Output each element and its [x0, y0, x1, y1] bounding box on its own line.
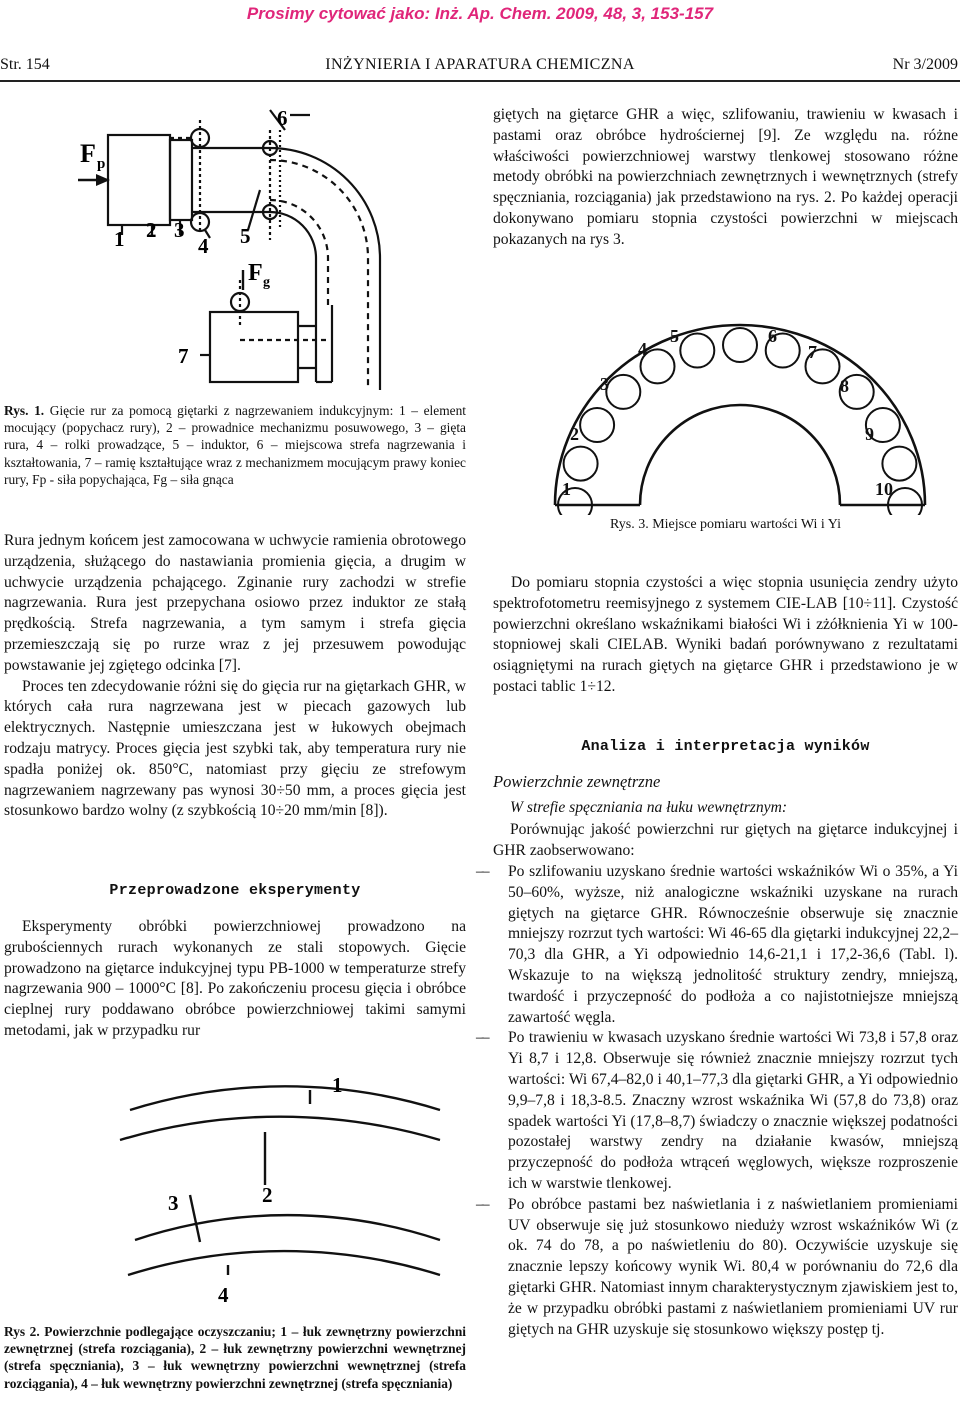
measurement-point — [564, 447, 598, 481]
svg-text:p: p — [97, 156, 106, 172]
label-7: 7 — [178, 344, 189, 368]
pipe-outer-wall — [270, 148, 380, 390]
right-column-top-paragraph: giętych na giętarce GHR a więc, szlifowaniu, trawieniu w kwasach i pastami oraz obróbce hydrościernej [9]. Ze względu na. różne właściwości powierzchniowej warstwy tlenkowej stosowano różne metody obróbki na powierzchniach zewnętrznych i wewnętrznych (strefy spęczniania, rozciągania) jak przedstawiono na rys. 2. Po każdej operacji dokonywano pomiaru stopnia czystości powierzchni w miejscach pokazanych na rys 3. — [493, 106, 958, 248]
label-1: 1 — [114, 227, 125, 251]
label-3: 3 — [168, 1191, 179, 1215]
figure-2-surfaces — [10, 1070, 450, 1310]
svg-text:g: g — [263, 275, 270, 290]
point-label-7: 7 — [808, 342, 817, 362]
point-label-4: 4 — [638, 339, 647, 359]
point-label-2: 2 — [570, 424, 579, 444]
figure-3-caption: Rys. 3. Miejsce pomiaru wartości Wi i Yi — [609, 517, 841, 532]
bending-arm — [210, 312, 298, 382]
pusher-block — [108, 135, 170, 225]
figure-1-caption: Rys. 1. Gięcie rur za pomocą giętarki z nagrzewaniem indukcyjnym: 1 – element mocujący (popychacz rury), 2 – prowadnice mechanizmu posuwowego, 3 – gięta rura, 4 – rolki prowadzące, 5 – induktor, 6 – miejscowa strefa nagrzewania i kształtowania, 7 – ramię kształtujące wraz z mechanizmem mocującym prawy koniec rury, Fp - siła popychająca, Fg – siła gnąca — [4, 403, 466, 487]
compare-intro: Porównując jakość powierzchni rur giętych na giętarce indukcyjnej i GHR zaobserwowano: — [493, 821, 958, 859]
label-4: 4 — [198, 234, 209, 258]
point-label-3: 3 — [600, 374, 609, 394]
point-label-6: 6 — [768, 326, 777, 346]
figure-3-measurement-points — [540, 310, 940, 515]
point-label-1: 1 — [562, 479, 571, 499]
point-label-8: 8 — [840, 376, 849, 396]
outer-arc-inner-surface — [120, 1117, 440, 1140]
label-1: 1 — [332, 1073, 343, 1097]
label-3: 3 — [174, 218, 185, 242]
outer-arc-outer-surface — [130, 1086, 440, 1110]
experiments-paragraph: Eksperymenty obróbki powierzchniowej prowadzono na grubościennych rurach wykonanych ze stali stopowych. Gięcie prowadzono na giętarce indukcyjnej typu PB-1000 w temperaturze strefy nagrzewania 900 – 1000°C [8]. Po zakończeniu procesu gięcia i obróbce cieplnej rury poddawano obróbce powierzchniowej takimi samymi metodami, jak w przypadku rur — [4, 918, 466, 1039]
paragraph: Proces ten zdecydowanie różni się do gięcia rur na giętarkach GHR, w których cała rura nagrzewana jest w piecach gazowych lub elektrycznych. Następnie umieszczana jest w łukowych obejmach rodzaju matrycy. Proces gięcia jest szybki tak, aby temperatura rury nie spadła poniżej ok. 850°C, natomiast przy gięciu ze strefowym nagrzewaniem nagrzewany pas wynosi 30÷50 mm, a proces gięcia jest stosunkowo bardzo wolny (z szybkością 10÷20 mm/min [8]). — [4, 677, 466, 820]
results-list — [478, 862, 958, 1340]
list-item: –– Po obróbce pastami bez naświetlania i z naświetlaniem promieniami UV obserwuje się już stosunkowo nieduży wzrost wskaźników Wi (z ok. 74 do 78, a po naświetleniu do 80). Oczywiście uzyskuje się znacznie lepszy końcowy wynik Wi. 80,4 w porównaniu do 72,6 dla giętarki GHR. Natomiast innym charakterystycznym zjawiskiem jest to, że w przypadku obróbki pastami z naświetlaniem promieniami UV rur giętych na GHR uzyskuje się stosunkowo większy postęp tj. — [478, 1195, 958, 1341]
list-item: –– Po trawieniu w kwasach uzyskano średnie wartości Wi 73,8 i 57,8 oraz Yi 8,7 i 12,8. Obserwuje się również znacznie mniejszy rozrzut tych wartości: Wi 67,4–82,0 i 40,1–77,3 dla giętarki GHR, a Yi odpowiednio 9,9–7,8 i 18,3-8.5. Znaczny wzrost wskaźnika Wi (57,8 do 73,8) oraz spadek wartości Yi (17,8–8,7) świadczy o znacznie większej podatności pozostałej warstwy zendry na działanie kwasów, mniejszą przyczepność do podłoża wtrąceń węglowych, większe rozproszenie ich w warstwie tlenkowej. — [478, 1028, 958, 1194]
section-heading-experiments: Przeprowadzone eksperymenty — [109, 882, 361, 899]
header-rule — [0, 80, 960, 82]
left-column-body — [4, 531, 466, 822]
pipe-inner-wall — [270, 212, 316, 305]
measurement-paragraph: Do pomiaru stopnia czystości a więc stopnia usunięcia zendry użyto spektrofotometru reemisyjnego z systemem CIE-LAB [10÷11]. Czystość powierzchni określano wskaźnikami białości Wi i zżółknienia Yi w 100-stopniowej skali CIELAB. Wyniki badań porównywano z rezultatami osiągniętymi na rurach giętych na giętarce GHR i przedstawiono je w postaci tablic 1÷12. — [493, 574, 958, 695]
measurement-point — [606, 375, 640, 409]
header-issue: Nr 3/2009 — [892, 56, 958, 73]
label-6: 6 — [277, 106, 288, 130]
measurement-point — [680, 334, 714, 368]
label-fg: F — [248, 260, 263, 286]
citation-banner: Prosimy cytować jako: Inż. Ap. Chem. 2009, 48, 3, 153-157 — [246, 4, 714, 23]
label-5: 5 — [240, 224, 251, 248]
label-fp: F — [80, 139, 96, 168]
figure-2-caption: Rys 2. Powierzchnie podlegające oczyszczaniu; 1 – łuk zewnętrzny powierzchni zewnętrznej (strefa rozciągania), 2 – łuk zewnętrzny powierzchni wewnętrznej (strefa spęczniania), 3 – łuk wewnętrzny powierzchni wewnętrznej (strefa rozciągania), 4 – łuk wewnętrzny powierzchni zewnętrznej (strefa spęczniania) — [4, 1324, 466, 1391]
subheading-inner-arc: W strefie spęczniania na łuku wewnętrznym: — [510, 799, 788, 816]
inner-arc-inner-surface — [135, 1215, 440, 1240]
subheading-outer-surfaces: Powierzchnie zewnętrzne — [493, 772, 661, 791]
label-4: 4 — [218, 1283, 229, 1307]
measurement-point — [580, 408, 614, 442]
point-label-9: 9 — [865, 424, 874, 444]
section-heading-analysis: Analiza i interpretacja wyników — [581, 738, 870, 755]
measurement-point — [888, 488, 922, 515]
header-journal: INŻYNIERIA I APARATURA CHEMICZNA — [325, 56, 635, 73]
measurement-point — [882, 447, 916, 481]
list-item: –– Po szlifowaniu uzyskano średnie wartości wskaźników Wi o 35%, a Yi 50–60%, wyższe, niż analogiczne wskaźniki uzyskane na rurach giętych na giętarce GHR. Równocześnie obserwuje się znacznie mniejszy rozrzut tych wartości: Wi 46-65 dla giętarki indukcyjnej 22,2–70,3 dla GHR, a Yi odpowiednio 14,6-21,1 i 17,2-36,6 (Tabl. l). Wskazuje to na większą jednolitość struktury zendry, mniejszą, twardość i przyczepność do podłoża a co najistotniejsze mniejszą zawartość węgla. — [478, 862, 958, 1028]
measurement-point — [723, 328, 757, 362]
paragraph: Rura jednym końcem jest zamocowana w uchwycie ramienia obrotowego urządzenia, służącego do nastawiania promienia gięcia, a drugim w uchwycie urządzenia pchającego. Zginanie rury zachodzi w strefie nagrzewania. Rura jest przepychana osiowo przez induktor ze stałą prędkością. Strefa nagrzewania, a tym samym i strefa gięcia przemieszczają się po rurze wraz z jej przesuwem powodując powstawanie jej zgiętego odcinka [7]. — [4, 532, 466, 674]
label-2: 2 — [262, 1183, 273, 1207]
point-label-10: 10 — [875, 479, 893, 499]
figure-1-pipe-bender — [70, 90, 430, 390]
label-2: 2 — [146, 218, 157, 242]
inner-arc-outer-surface — [128, 1251, 440, 1275]
point-label-5: 5 — [670, 326, 679, 346]
header-page-number: Str. 154 — [0, 56, 50, 73]
inner-arc — [640, 405, 840, 505]
